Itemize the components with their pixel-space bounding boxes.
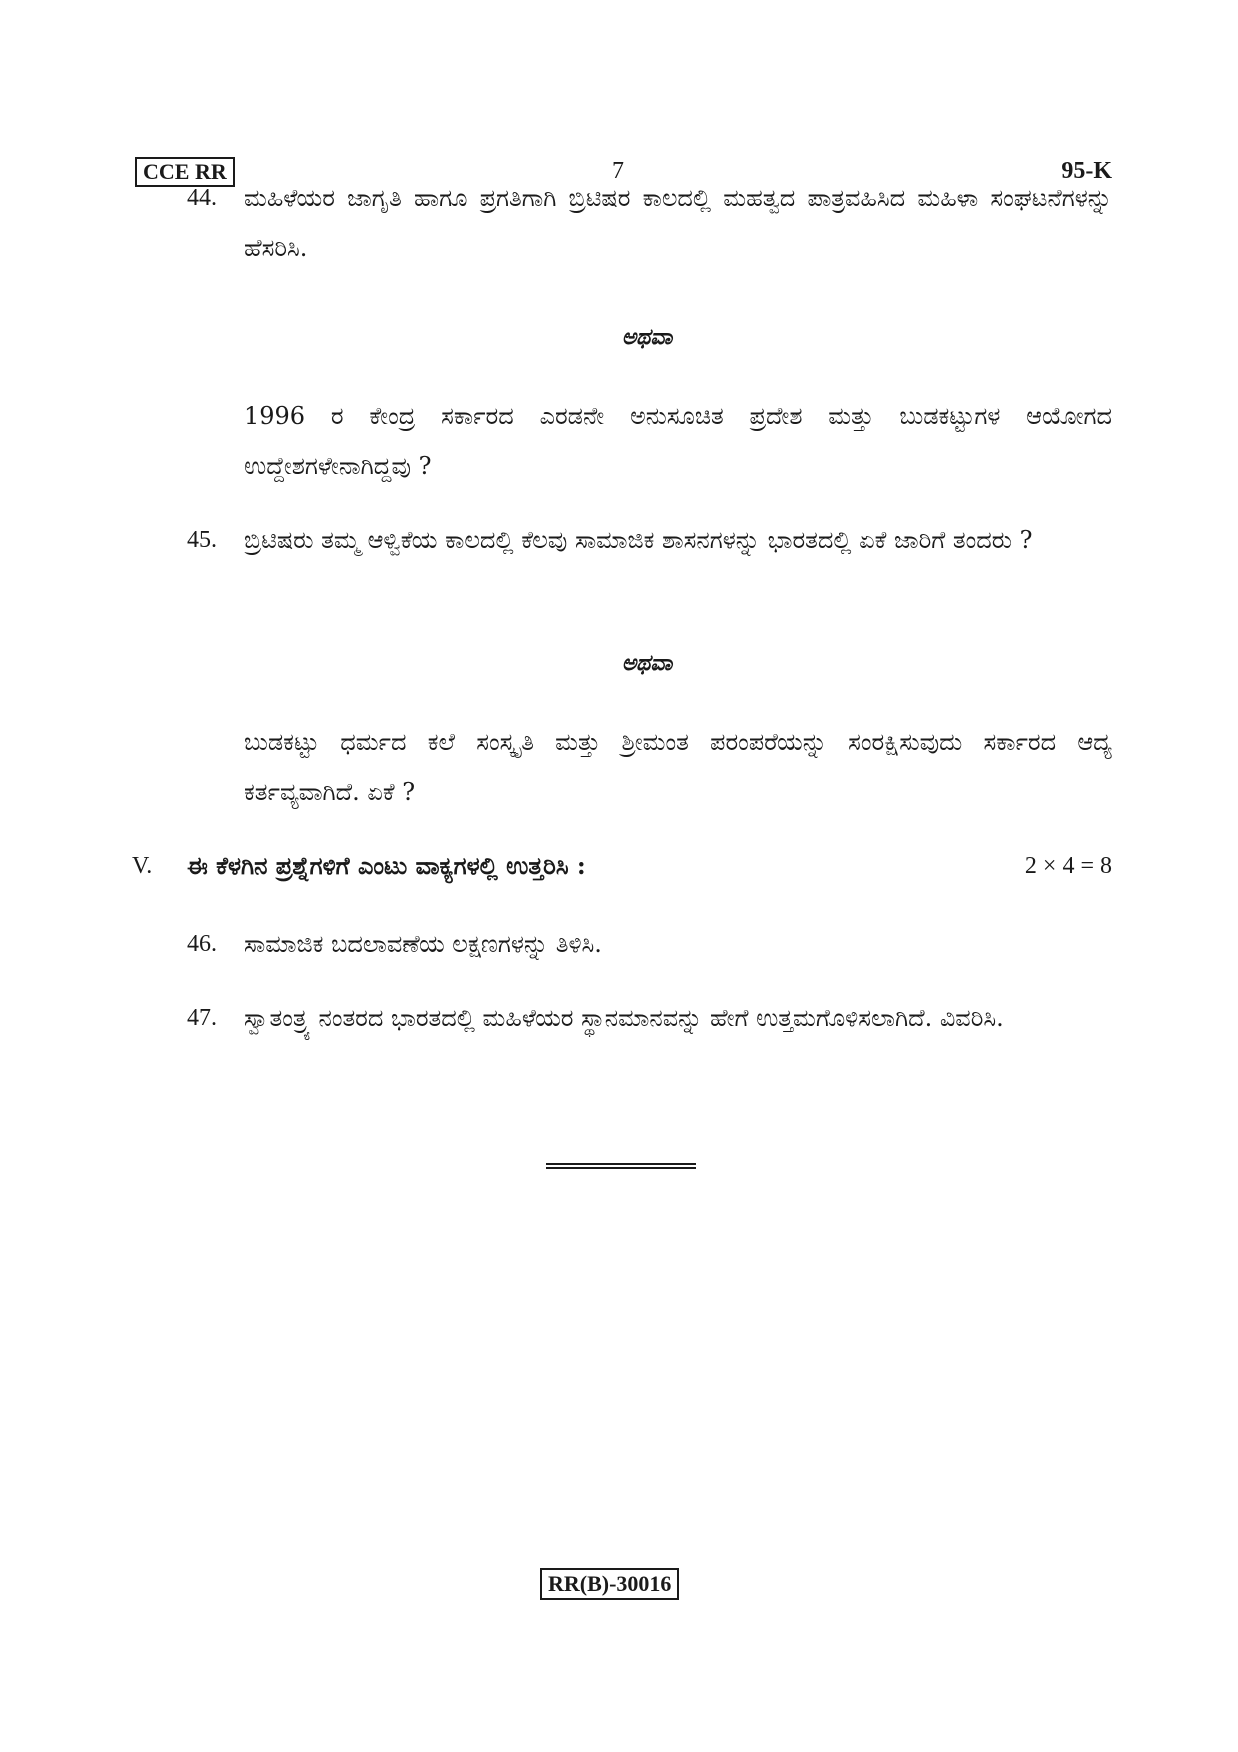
question-number: 47. [187,1005,217,1031]
question-text: ಮಹಿಳೆಯರ ಜಾಗೃತಿ ಹಾಗೂ ಪ್ರಗತಿಗಾಗಿ ಬ್ರಿಟಿಷರ ಕಾಲದಲ್ಲಿ ಮಹತ್ವದ ಪಾತ್ರವಹಿಸಿದ ಮಹಿಳಾ ಸಂಘಟನೆಗಳನ್ನು ಹೆಸರಿಸಿ. [244,184,1112,262]
page-number: 7 [612,158,624,184]
question-text: ಸ್ವಾತಂತ್ರ್ಯ ನಂತರದ ಭಾರತದಲ್ಲಿ ಮಹಿಳೆಯರ ಸ್ಥಾನಮಾನವನ್ನು ಹೇಗೆ ಉತ್ತಮಗೊಳಿಸಲಾಗಿದೆ. ವಿವರಿಸಿ. [244,1004,1004,1032]
paper-code: 95-K [1061,158,1112,184]
question-46 [187,919,1112,969]
question-number: 46. [187,931,217,957]
section-marks: 2 × 4 = 8 [1024,853,1112,879]
section-roman-numeral: V. [132,853,153,879]
or-label [0,322,1238,352]
question-45 [187,515,1112,565]
question-44 [187,173,1112,273]
question-number: 44. [187,185,217,211]
question-47 [187,993,1112,1043]
or-label [0,648,1238,678]
footer-print-code: RR(B)-30016 [540,1568,679,1600]
end-of-paper-rule [546,1163,696,1169]
question-text: ಸಾಮಾಜಿಕ ಬದಲಾವಣೆಯ ಲಕ್ಷಣಗಳನ್ನು ತಿಳಿಸಿ. [244,930,602,958]
section-instruction: ಈ ಕೆಳಗಿನ ಪ್ರಶ್ನೆಗಳಿಗೆ ಎಂಟು ವಾಕ್ಯಗಳಲ್ಲಿ ಉತ್ತರಿಸಿ : [187,851,586,880]
header-exam-code: CCE RR [135,157,235,187]
or-label-text: ಅಥವಾ [621,650,673,676]
question-text: ಬ್ರಿಟಿಷರು ತಮ್ಮ ಆಳ್ವಿಕೆಯ ಕಾಲದಲ್ಲಿ ಕೆಲವು ಸಾಮಾಜಿಕ ಶಾಸನಗಳನ್ನು ಭಾರತದಲ್ಲಿ ಏಕೆ ಜಾರಿಗೆ ತಂದರು ? [244,526,1033,554]
question-44-alternative: 1996 ರ ಕೇಂದ್ರ ಸರ್ಕಾರದ ಎರಡನೇ ಅನುಸೂಚಿತ ಪ್ರದೇಶ ಮತ್ತು ಬುಡಕಟ್ಟುಗಳ ಆಯೋಗದ ಉದ್ದೇಶಗಳೇನಾಗಿದ್ದವು ? [244,402,1112,480]
question-45-alternative: ಬುಡಕಟ್ಟು ಧರ್ಮದ ಕಲೆ ಸಂಸ್ಕೃತಿ ಮತ್ತು ಶ್ರೀಮಂತ ಪರಂಪರೆಯನ್ನು ಸಂರಕ್ಷಿಸುವುದು ಸರ್ಕಾರದ ಆದ್ಯ ಕರ್ತವ್ಯವಾಗಿದೆ. ಏಕೆ ? [244,728,1112,806]
question-number: 45. [187,527,217,553]
or-label-text: ಅಥವಾ [621,324,673,350]
